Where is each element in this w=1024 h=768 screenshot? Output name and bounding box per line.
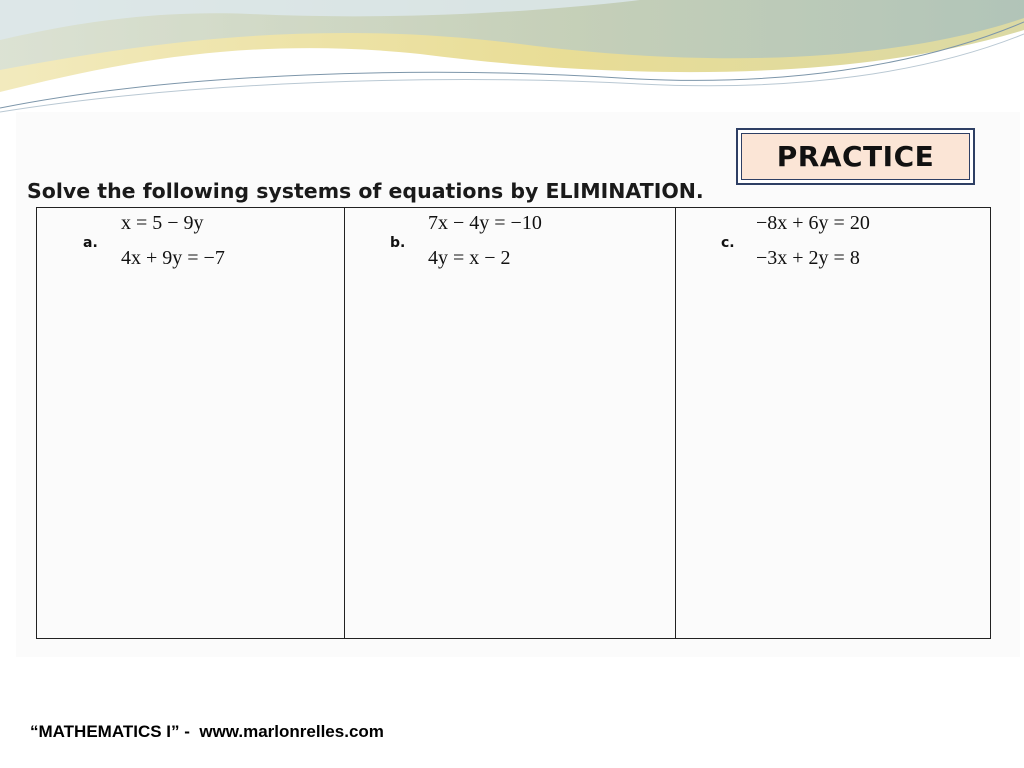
equation-b-1: 7x − 4y = −10 <box>428 212 542 234</box>
equation-a-1: x = 5 − 9y <box>121 212 204 234</box>
equation-a-2: 4x + 9y = −7 <box>121 247 225 269</box>
problem-label-b: b. <box>390 235 406 251</box>
problem-table <box>36 207 991 639</box>
problem-cell-b <box>345 208 676 638</box>
practice-badge <box>736 128 975 185</box>
problem-cell-a <box>37 208 345 638</box>
equation-c-1: −8x + 6y = 20 <box>756 212 870 234</box>
problem-label-a: a. <box>83 235 98 251</box>
problem-cell-c <box>676 208 990 638</box>
practice-badge-inner <box>741 133 970 180</box>
footer-text: “MATHEMATICS I” - www.marlonrelles.com <box>30 722 384 741</box>
practice-label: PRACTICE <box>776 140 935 173</box>
instruction-text: Solve the following systems of equations by ELIMINATION. <box>27 179 704 203</box>
equation-b-2: 4y = x − 2 <box>428 247 511 269</box>
header-wave-decoration <box>0 0 1024 120</box>
problem-label-c: c. <box>721 235 735 251</box>
equation-c-2: −3x + 2y = 8 <box>756 247 860 269</box>
